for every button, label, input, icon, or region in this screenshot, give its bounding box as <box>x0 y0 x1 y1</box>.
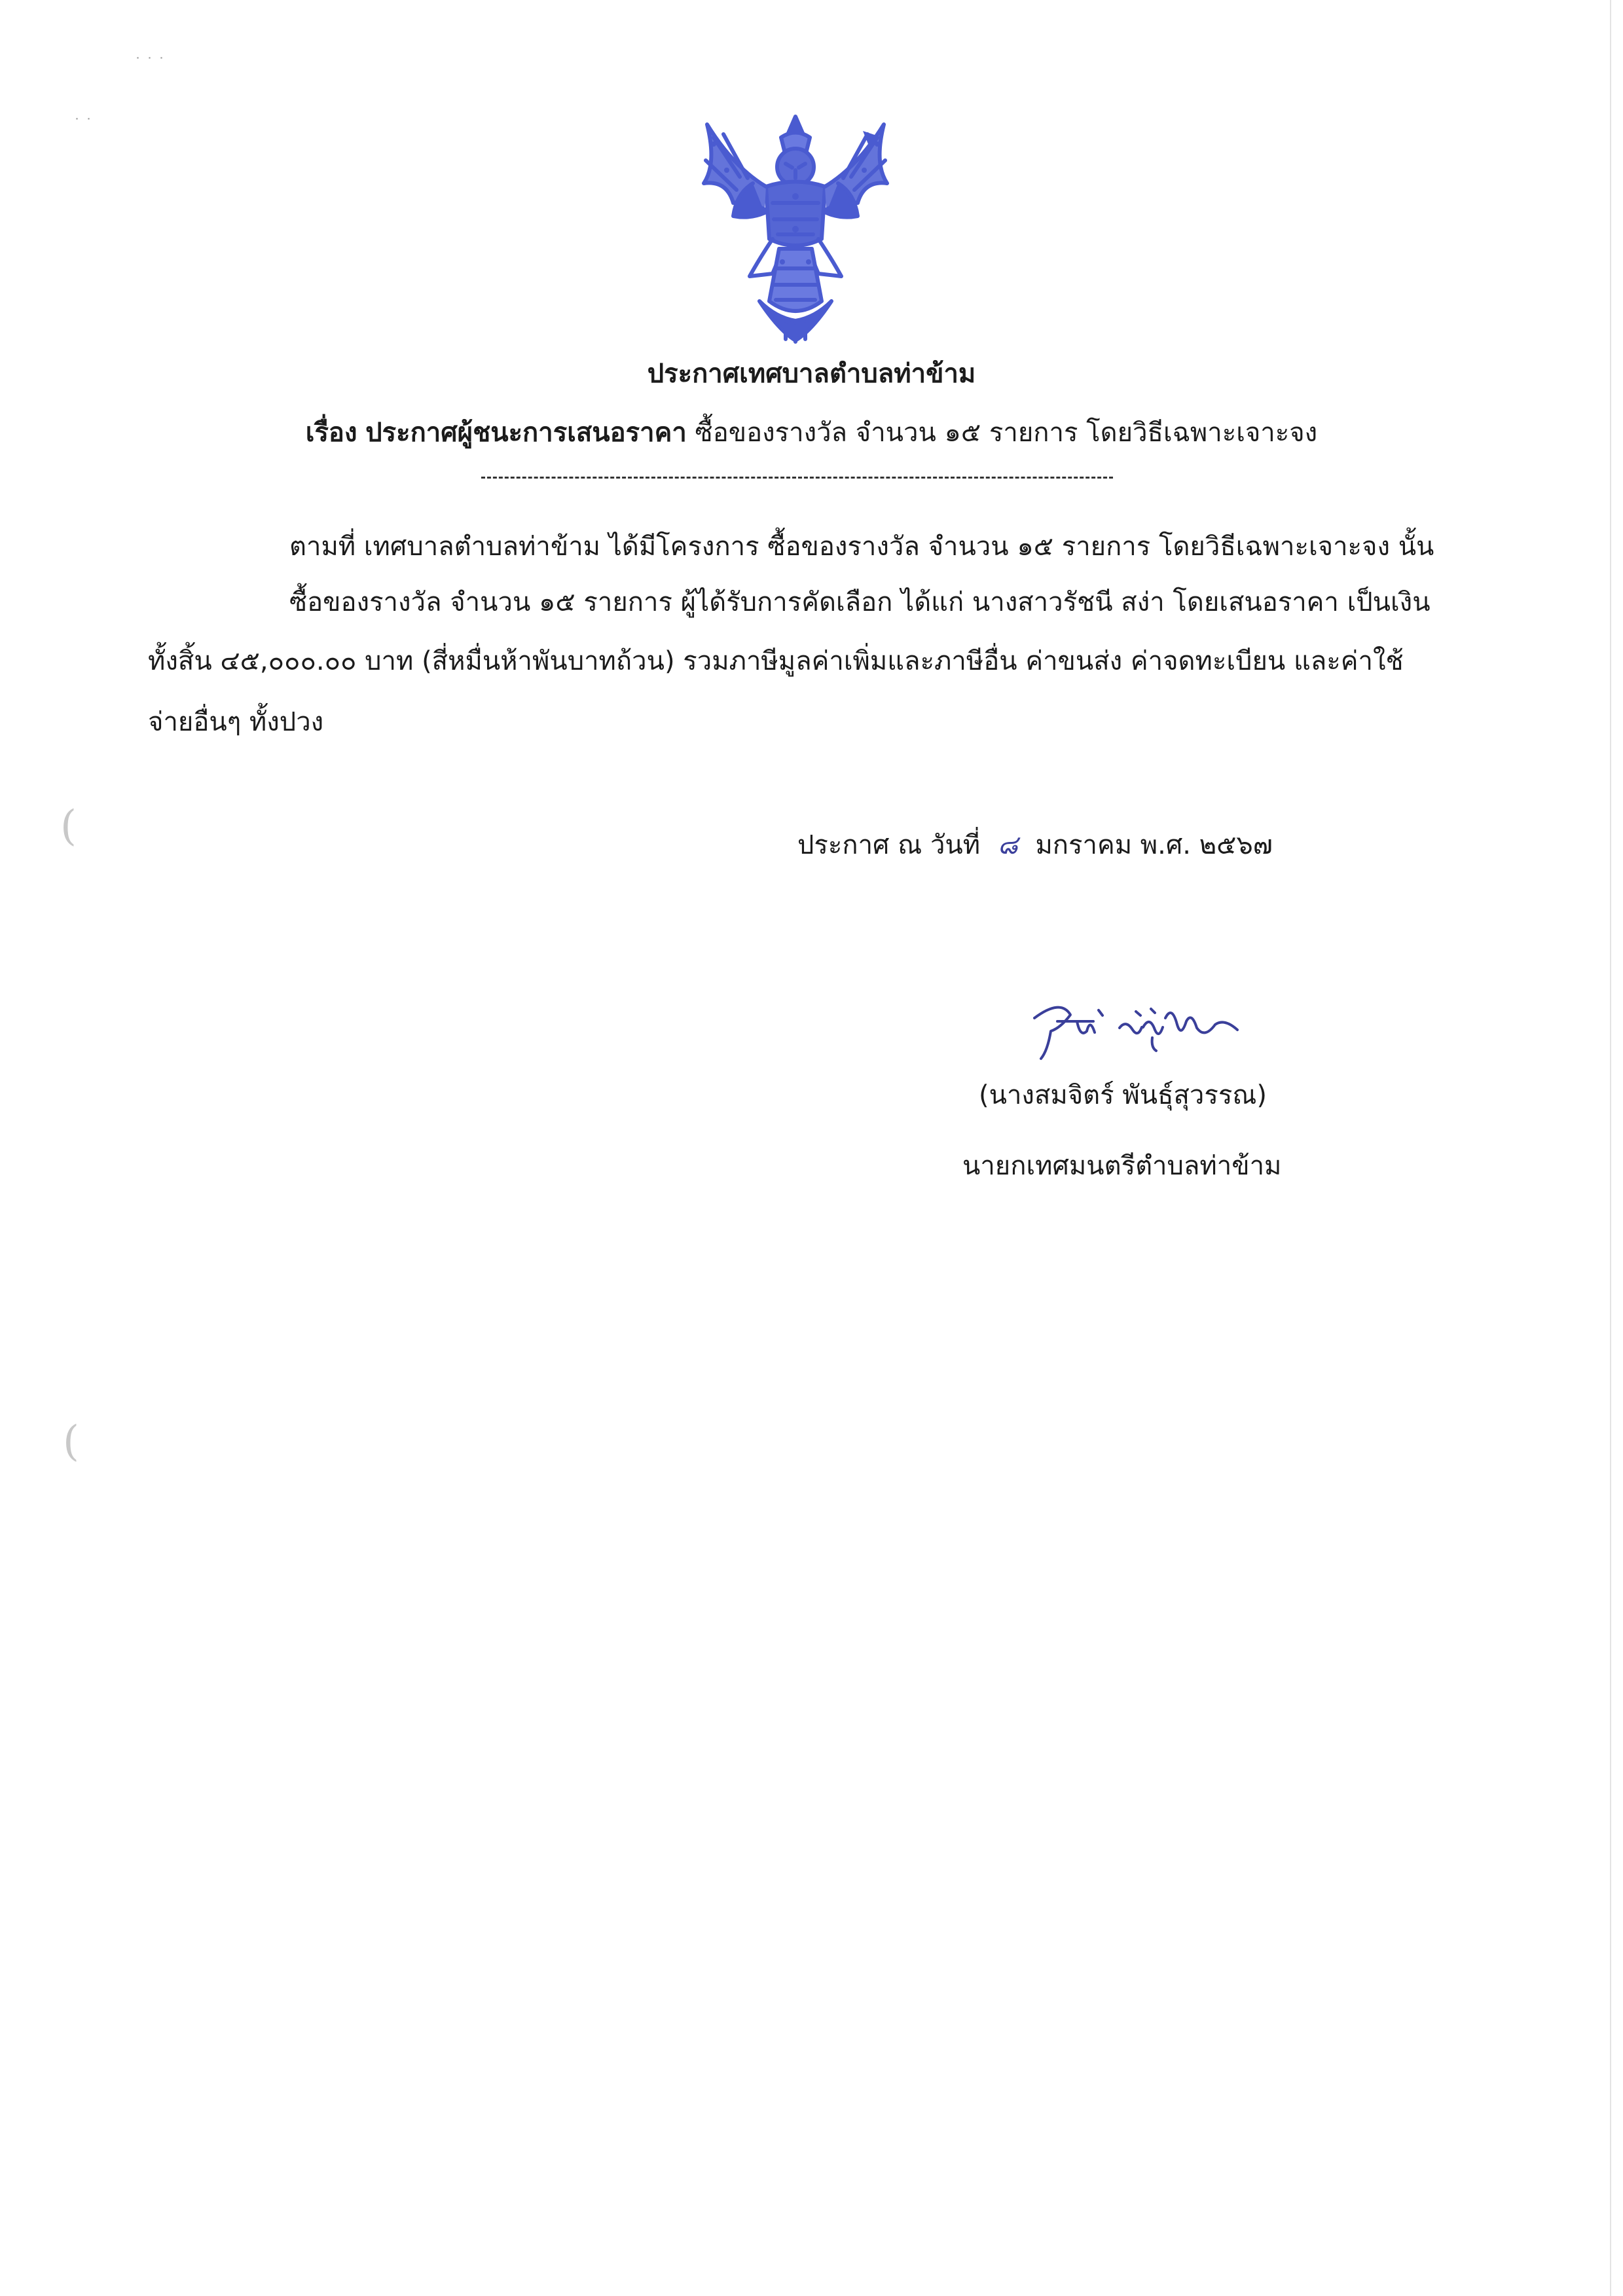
date-prefix: ประกาศ ณ วันที่ <box>797 830 981 860</box>
scan-speck: ˙ ˙ ˙ <box>134 56 165 72</box>
body-line-2: ซื้อของรางวัล จำนวน ๑๕ รายการ ผู้ได้รับการคัดเลือก ได้แก่ นางสาวรัชนี สง่า โดยเสนอราคา เป็นเงิน <box>289 587 1431 617</box>
body-line-4: จ่ายอื่นๆ ทั้งปวง <box>148 707 324 737</box>
date-month-year: มกราคม พ.ศ. ๒๕๖๗ <box>1035 830 1273 860</box>
signatory-name: (นางสมจิตร์ พันธุ์สุวรรณ) <box>979 1080 1267 1110</box>
subject-prefix: เรื่อง <box>305 418 357 448</box>
body-line-3: ทั้งสิ้น ๔๕,๐๐๐.๐๐ บาท (สี่หมื่นห้าพันบาทถ้วน) รวมภาษีมูลค่าเพิ่มและภาษีอื่น ค่าขนส่ง ค่าจดทะเบียน และค่าใช้ <box>148 646 1404 676</box>
scan-speck: ˙ ˙ <box>73 117 92 133</box>
garuda-emblem <box>687 105 903 347</box>
scan-mark: ( <box>60 802 77 850</box>
announcement-subject <box>0 411 1623 453</box>
subject-rest: ซื้อของรางวัล จำนวน ๑๕ รายการ โดยวิธีเฉพาะเจาะจง <box>695 418 1318 448</box>
scan-mark: ( <box>63 1417 79 1466</box>
announcement-title: ประกาศเทศบาลตำบลท่าข้าม <box>647 359 976 389</box>
date-day: ๘ <box>997 830 1018 860</box>
signatory-position: นายกเทศมนตรีตำบลท่าข้าม <box>962 1151 1282 1181</box>
scan-edge-line <box>1610 0 1611 2296</box>
announcement-date <box>797 824 1273 866</box>
body-line-1: ตามที่ เทศบาลตำบลท่าข้าม ได้มีโครงการ ซื้อของรางวัล จำนวน ๑๕ รายการ โดยวิธีเฉพาะเจาะจง นั้น <box>289 532 1434 562</box>
subject-bold: ประกาศผู้ชนะการเสนอราคา <box>365 418 687 448</box>
separator-rule <box>481 477 1113 479</box>
handwritten-signature <box>1021 992 1257 1064</box>
